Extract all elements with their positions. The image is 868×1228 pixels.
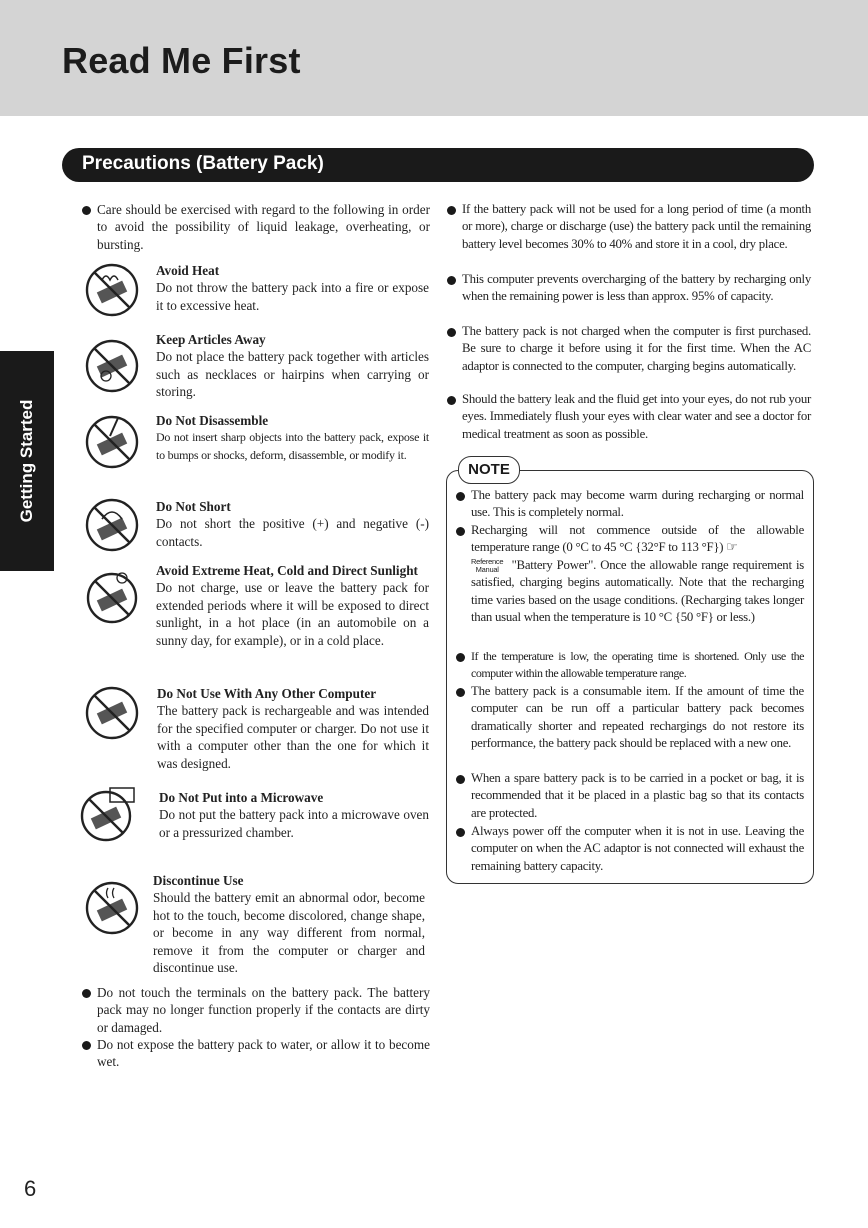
side-tab-label: Getting Started: [17, 399, 36, 523]
page-number: 6: [24, 1176, 37, 1201]
note-temperature-bullet: [471, 522, 804, 626]
item-text: Do not insert sharp objects into the battery pack, expose it to bumps or shocks, deform, disassemble, or modify it.: [156, 430, 429, 462]
item-do-not-short: [156, 498, 429, 550]
overcharge-bullet: This computer prevents overcharging of the battery by recharging only when the remaining power is less than approx. 95% of capacity.: [462, 271, 811, 306]
item-text: Do not throw the battery pack into a fire or expose it to excessive heat.: [156, 280, 429, 313]
note-spare-battery-bullet: When a spare battery pack is to be carried in a pocket or bag, it is recommended that it be placed in a plastic bag so that its contacts are protected.: [471, 770, 804, 822]
note-label: NOTE: [458, 456, 520, 484]
section-header: [62, 148, 814, 182]
leak-bullet: Should the battery leak and the fluid get into your eyes, do not rub your eyes. Immediately flush your eyes with clear water and see a doctor for medical treatment as soon as possible.: [462, 391, 811, 443]
fire-prohibited-icon: [84, 262, 140, 318]
sunlight-prohibited-icon: [84, 568, 140, 624]
reference-manual-icon: [471, 558, 503, 574]
item-microwave: [159, 789, 429, 841]
item-title: Avoid Extreme Heat, Cold and Direct Sunlight: [156, 563, 418, 578]
other-computer-prohibited-icon: [84, 685, 140, 741]
section-title: Precautions (Battery Pack): [82, 153, 324, 174]
terminals-bullet: Do not touch the terminals on the battery pack. The battery pack may no longer function properly if the contacts are dirty or damaged.: [97, 985, 430, 1035]
item-do-not-disassemble: [156, 412, 429, 464]
metal-articles-prohibited-icon: [84, 338, 140, 394]
item-text: Do not short the positive (+) and negative (-) contacts.: [156, 516, 429, 549]
note-power-off-bullet: Always power off the computer when it is not in use. Leaving the computer on when the AC adaptor is not connected will exhaust the remaining battery capacity.: [471, 823, 804, 875]
page-title: Read Me First: [62, 40, 301, 81]
item-title: Do Not Short: [156, 499, 231, 514]
item-title: Do Not Put into a Microwave: [159, 790, 324, 805]
reference-label: Reference: [471, 556, 504, 566]
item-text: Do not charge, use or leave the battery pack for extended periods where it will be exposed to direct sunlight, in a hot place (in an automobile on a sunny day, for example), or in a cold place.: [156, 580, 429, 648]
note-warm-bullet: The battery pack may become warm during recharging or normal use. This is completely normal.: [471, 487, 804, 522]
item-title: Do Not Disassemble: [156, 413, 269, 428]
item-avoid-extreme-heat: [156, 562, 429, 649]
short-circuit-prohibited-icon: [84, 497, 140, 553]
item-keep-articles-away: [156, 331, 429, 401]
item-title: Do Not Use With Any Other Computer: [157, 686, 377, 701]
note-low-temp-bullet: If the temperature is low, the operating time is shortened. Only use the computer within the allowable temperature range.: [471, 648, 804, 683]
item-title: Avoid Heat: [156, 263, 220, 278]
note-temperature-text: Recharging will not commence outside of the allowable temperature range (0 °C to 45 °C {32°F to 113 °F}): [471, 523, 804, 555]
item-text: Do not put the battery pack into a microwave oven or a pressurized chamber.: [159, 807, 429, 840]
item-title: Keep Articles Away: [156, 332, 266, 347]
microwave-prohibited-icon: [80, 786, 136, 842]
item-text: The battery pack is rechargeable and was intended for the specified computer or charger. Do not use it with a computer other than the one for which it was designed.: [157, 703, 429, 771]
first-charge-bullet: The battery pack is not charged when the computer is first purchased. Be sure to charge it before using it for the first time. When the AC adaptor is connected to the computer, charging begins automatically.: [462, 323, 811, 375]
discontinue-use-icon: [84, 880, 140, 936]
item-discontinue-use: [153, 872, 425, 976]
item-text: Do not place the battery pack together with articles such as necklaces or hairpins when carrying or storing.: [156, 349, 429, 400]
disassemble-prohibited-icon: [84, 414, 140, 470]
intro-bullet: Care should be exercised with regard to the following in order to avoid the possibility of liquid leakage, overheating, or bursting.: [97, 202, 430, 252]
side-tab: [0, 351, 54, 571]
item-text: Should the battery emit an abnormal odor, become hot to the touch, become discolored, change shape, or become in any way different from normal, remove it from the computer or charger and discontinue use.: [153, 890, 425, 976]
item-avoid-heat: [156, 262, 429, 314]
note-battery-power-text: "Battery Power". Once the allowable range requirement is satisfied, charging begins automatically. Note that the recharging time varies based on the usage conditions. (Recharging takes longer than usual when the temperature is 10 °C {50 °F} or less.): [471, 557, 804, 625]
pointing-hand-icon: ☞: [726, 540, 738, 556]
note-consumable-bullet: The battery pack is a consumable item. If the amount of time the computer can be run off a particular battery pack becomes dramatically shorter and repeated rechargings do not restore its performance, the battery pack should be replaced with a new one.: [471, 683, 804, 753]
header-band: [0, 0, 868, 116]
water-bullet: Do not expose the battery pack to water, or allow it to become wet.: [97, 1037, 430, 1070]
storage-bullet: If the battery pack will not be used for a long period of time (a month or more), charge or discharge (use) the battery pack until the remaining battery level becomes 30% to 40% and store it in a cool, dry place.: [462, 201, 811, 253]
item-title: Discontinue Use: [153, 873, 244, 888]
item-other-computer: [157, 685, 429, 772]
manual-label: Manual: [475, 564, 499, 574]
